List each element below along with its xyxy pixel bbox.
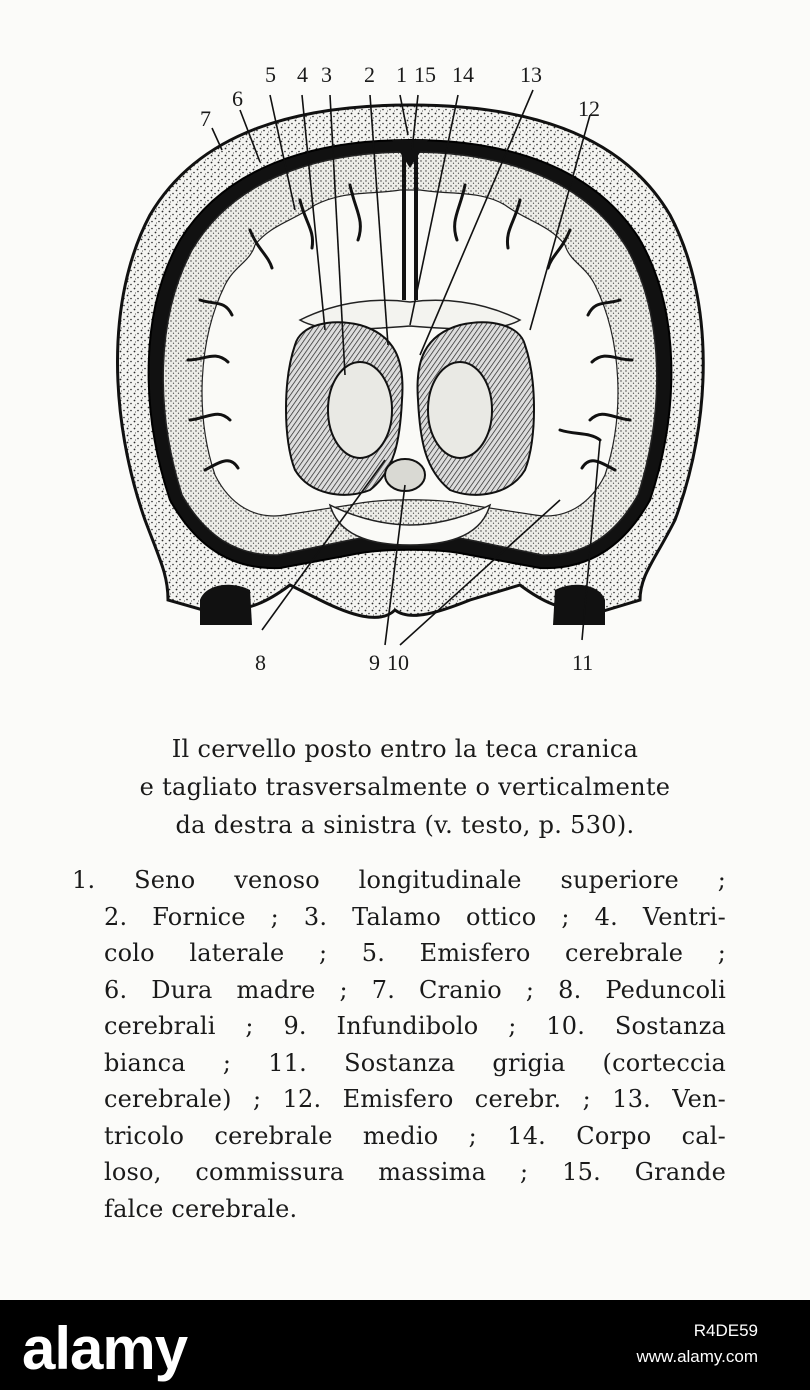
caption-line: e tagliato trasversalmente o verticalmente <box>139 773 671 801</box>
skull-base-right <box>553 585 605 625</box>
stock-info <box>636 1318 758 1370</box>
caption-line: da destra a sinistra (v. testo, p. 530). <box>175 811 635 839</box>
label-1: 1 <box>396 62 407 87</box>
label-11: 11 <box>572 650 594 675</box>
label-13: 13 <box>520 62 542 87</box>
legend-line: tricolo cerebrale medio ; 14. Corpo cal- <box>104 1121 726 1150</box>
legend-line: cerebrali ; 9. Infundibolo ; 10. Sostanza <box>104 1012 726 1040</box>
legend-line: cerebrale) ; 12. Emisfero cerebr. ; 13. Ven- <box>104 1085 726 1113</box>
label-3: 3 <box>321 62 332 87</box>
thalamus-left <box>328 362 392 458</box>
label-6: 6 <box>232 86 243 111</box>
legend-line: 6. Dura madre ; 7. Cranio ; 8. Peduncoli <box>104 975 726 1004</box>
legend-line: bianca ; 11. Sostanza grigia (corteccia <box>104 1048 726 1077</box>
label-7: 7 <box>200 106 211 131</box>
alamy-logo: alamy <box>22 1315 188 1382</box>
thalamus-right <box>428 362 492 458</box>
skull-base-left <box>200 585 252 625</box>
label-4: 4 <box>297 62 308 87</box>
label-2: 2 <box>364 62 375 87</box>
legend-line: falce cerebrale. <box>104 1194 298 1223</box>
label-8: 8 <box>255 650 266 675</box>
label-5: 5 <box>265 62 276 87</box>
legend-line: 1. Seno venoso longitudinale superiore ; <box>72 866 726 894</box>
stock-footer-bar <box>0 1300 810 1390</box>
label-15: 15 <box>414 62 436 87</box>
figure-legend <box>72 862 726 1227</box>
label-14: 14 <box>452 62 474 87</box>
legend-line: loso, commissura massima ; 15. Grande <box>104 1158 726 1186</box>
legend-line: colo laterale ; 5. Emisfero cerebrale ; <box>104 939 726 967</box>
label-10: 10 <box>387 650 409 675</box>
legend-line: 2. Fornice ; 3. Talamo ottico ; 4. Ventri- <box>104 902 726 931</box>
caption-line: Il cervello posto entro la teca cranica <box>171 735 639 763</box>
label-12: 12 <box>578 96 600 121</box>
label-9: 9 <box>369 650 380 675</box>
figure-caption <box>60 730 750 844</box>
stock-url: www.alamy.com <box>636 1347 758 1366</box>
image-id: R4DE59 <box>693 1321 758 1340</box>
